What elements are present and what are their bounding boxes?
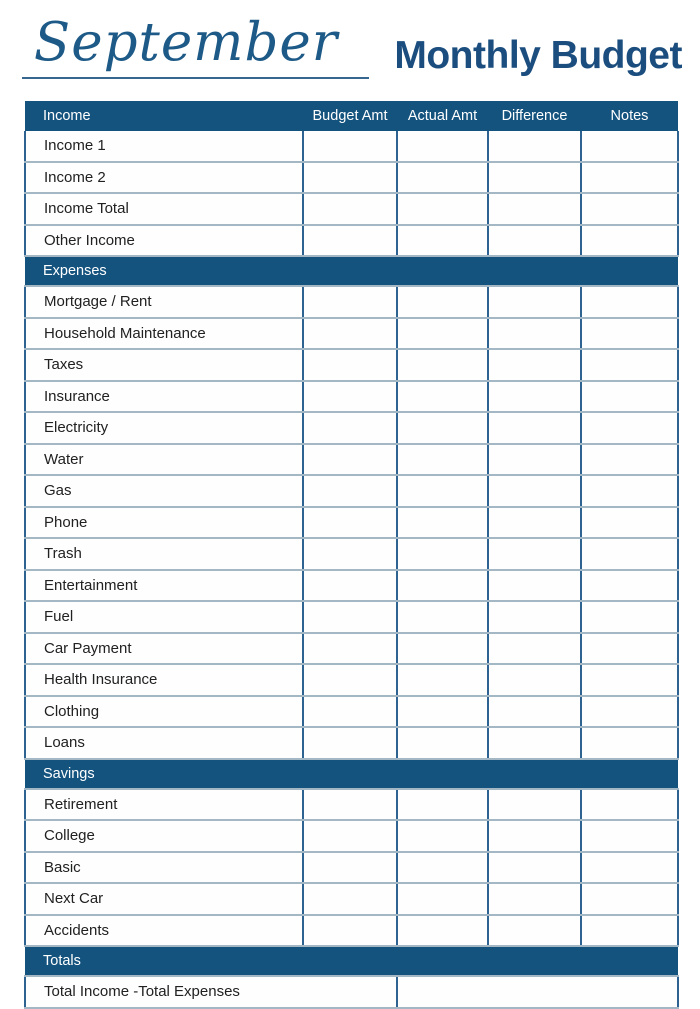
notes-cell [581, 475, 678, 507]
notes-cell [581, 852, 678, 884]
budget-amt-cell [303, 381, 397, 413]
difference-cell [488, 883, 581, 915]
budget-amt-cell [303, 349, 397, 381]
budget-amt-cell [303, 131, 397, 162]
table-row-insurance [25, 381, 678, 413]
notes-cell [581, 538, 678, 570]
notes-cell [581, 162, 678, 194]
table-row-income-total [25, 193, 678, 225]
notes-cell [581, 727, 678, 759]
notes-cell [581, 789, 678, 821]
actual-amt-cell [397, 444, 488, 476]
column-header-difference: Difference [488, 101, 581, 131]
table-row-car-payment [25, 633, 678, 665]
row-label: Income 1 [25, 131, 303, 162]
row-label: Total Income -Total Expenses [25, 976, 397, 1008]
notes-cell [581, 412, 678, 444]
row-label: Trash [25, 538, 303, 570]
notes-cell [581, 131, 678, 162]
table-row-taxes [25, 349, 678, 381]
notes-cell [581, 349, 678, 381]
budget-amt-cell [303, 193, 397, 225]
table-row-accidents [25, 915, 678, 947]
notes-cell [581, 696, 678, 728]
row-label: Water [25, 444, 303, 476]
actual-amt-cell [397, 820, 488, 852]
notes-cell [581, 601, 678, 633]
difference-cell [488, 381, 581, 413]
difference-cell [488, 820, 581, 852]
table-row-basic [25, 852, 678, 884]
difference-cell [488, 286, 581, 318]
difference-cell [488, 507, 581, 539]
row-label: Loans [25, 727, 303, 759]
difference-cell [488, 538, 581, 570]
notes-cell [581, 820, 678, 852]
row-label: Taxes [25, 349, 303, 381]
table-row-health-insurance [25, 664, 678, 696]
row-label: Phone [25, 507, 303, 539]
section-header-savings [25, 759, 678, 789]
table-header-row [25, 101, 678, 131]
total-value-cell [397, 976, 678, 1008]
row-label: Other Income [25, 225, 303, 257]
notes-cell [581, 286, 678, 318]
row-label: Next Car [25, 883, 303, 915]
actual-amt-cell [397, 286, 488, 318]
column-header-income: Income [25, 101, 303, 131]
table-row-other-income [25, 225, 678, 257]
difference-cell [488, 225, 581, 257]
row-label: Mortgage / Rent [25, 286, 303, 318]
row-label: Electricity [25, 412, 303, 444]
row-label: Retirement [25, 789, 303, 821]
difference-cell [488, 444, 581, 476]
budget-amt-cell [303, 915, 397, 947]
actual-amt-cell [397, 225, 488, 257]
actual-amt-cell [397, 131, 488, 162]
row-label: Clothing [25, 696, 303, 728]
actual-amt-cell [397, 883, 488, 915]
month-header [0, 6, 372, 92]
row-label: Fuel [25, 601, 303, 633]
budget-amt-cell [303, 507, 397, 539]
section-header-label: Expenses [25, 256, 678, 286]
budget-amt-cell [303, 633, 397, 665]
budget-amt-cell [303, 789, 397, 821]
notes-cell [581, 633, 678, 665]
column-header-actual-amt: Actual Amt [397, 101, 488, 131]
difference-cell [488, 412, 581, 444]
actual-amt-cell [397, 349, 488, 381]
budget-amt-cell [303, 727, 397, 759]
table-row-phone [25, 507, 678, 539]
actual-amt-cell [397, 193, 488, 225]
month-title: September [33, 12, 339, 73]
difference-cell [488, 570, 581, 602]
budget-amt-cell [303, 412, 397, 444]
section-header-label: Totals [25, 946, 678, 976]
row-label: Basic [25, 852, 303, 884]
month-underline [22, 77, 369, 79]
budget-amt-cell [303, 162, 397, 194]
actual-amt-cell [397, 475, 488, 507]
section-header-expenses [25, 256, 678, 286]
actual-amt-cell [397, 727, 488, 759]
table-row-household-maintenance [25, 318, 678, 350]
section-header-totals [25, 946, 678, 976]
difference-cell [488, 475, 581, 507]
table-row-clothing [25, 696, 678, 728]
actual-amt-cell [397, 789, 488, 821]
difference-cell [488, 789, 581, 821]
difference-cell [488, 131, 581, 162]
row-label: Household Maintenance [25, 318, 303, 350]
actual-amt-cell [397, 538, 488, 570]
row-label: Insurance [25, 381, 303, 413]
difference-cell [488, 633, 581, 665]
table-row-entertainment [25, 570, 678, 602]
table-row-fuel [25, 601, 678, 633]
budget-amt-cell [303, 318, 397, 350]
table-row-mortgage-rent [25, 286, 678, 318]
row-label: Accidents [25, 915, 303, 947]
column-header-budget-amt: Budget Amt [303, 101, 397, 131]
notes-cell [581, 444, 678, 476]
row-label: Car Payment [25, 633, 303, 665]
row-label: Gas [25, 475, 303, 507]
table-row-total-income-total-expenses [25, 976, 678, 1008]
difference-cell [488, 193, 581, 225]
budget-amt-cell [303, 696, 397, 728]
row-label: Health Insurance [25, 664, 303, 696]
table-row-trash [25, 538, 678, 570]
budget-amt-cell [303, 225, 397, 257]
actual-amt-cell [397, 696, 488, 728]
budget-amt-cell [303, 475, 397, 507]
row-label: Income 2 [25, 162, 303, 194]
section-header-label: Savings [25, 759, 678, 789]
actual-amt-cell [397, 633, 488, 665]
notes-cell [581, 225, 678, 257]
difference-cell [488, 727, 581, 759]
page-title: Monthly Budget [394, 34, 682, 77]
actual-amt-cell [397, 570, 488, 602]
difference-cell [488, 318, 581, 350]
table-row-water [25, 444, 678, 476]
table-row-loans [25, 727, 678, 759]
budget-amt-cell [303, 601, 397, 633]
actual-amt-cell [397, 507, 488, 539]
actual-amt-cell [397, 852, 488, 884]
notes-cell [581, 570, 678, 602]
row-label: College [25, 820, 303, 852]
notes-cell [581, 381, 678, 413]
budget-table [24, 101, 679, 1009]
table-row-college [25, 820, 678, 852]
difference-cell [488, 601, 581, 633]
difference-cell [488, 349, 581, 381]
table-row-income-1 [25, 131, 678, 162]
notes-cell [581, 318, 678, 350]
notes-cell [581, 664, 678, 696]
actual-amt-cell [397, 412, 488, 444]
actual-amt-cell [397, 664, 488, 696]
actual-amt-cell [397, 601, 488, 633]
actual-amt-cell [397, 318, 488, 350]
notes-cell [581, 915, 678, 947]
actual-amt-cell [397, 162, 488, 194]
actual-amt-cell [397, 915, 488, 947]
column-header-notes: Notes [581, 101, 678, 131]
difference-cell [488, 162, 581, 194]
row-label: Entertainment [25, 570, 303, 602]
budget-amt-cell [303, 820, 397, 852]
difference-cell [488, 852, 581, 884]
table-row-income-2 [25, 162, 678, 194]
difference-cell [488, 915, 581, 947]
budget-amt-cell [303, 883, 397, 915]
notes-cell [581, 883, 678, 915]
actual-amt-cell [397, 381, 488, 413]
table-row-next-car [25, 883, 678, 915]
table-row-retirement [25, 789, 678, 821]
table-row-gas [25, 475, 678, 507]
budget-amt-cell [303, 570, 397, 602]
budget-amt-cell [303, 538, 397, 570]
row-label: Income Total [25, 193, 303, 225]
budget-amt-cell [303, 664, 397, 696]
notes-cell [581, 193, 678, 225]
budget-amt-cell [303, 852, 397, 884]
table-row-electricity [25, 412, 678, 444]
difference-cell [488, 664, 581, 696]
difference-cell [488, 696, 581, 728]
budget-amt-cell [303, 286, 397, 318]
budget-amt-cell [303, 444, 397, 476]
notes-cell [581, 507, 678, 539]
